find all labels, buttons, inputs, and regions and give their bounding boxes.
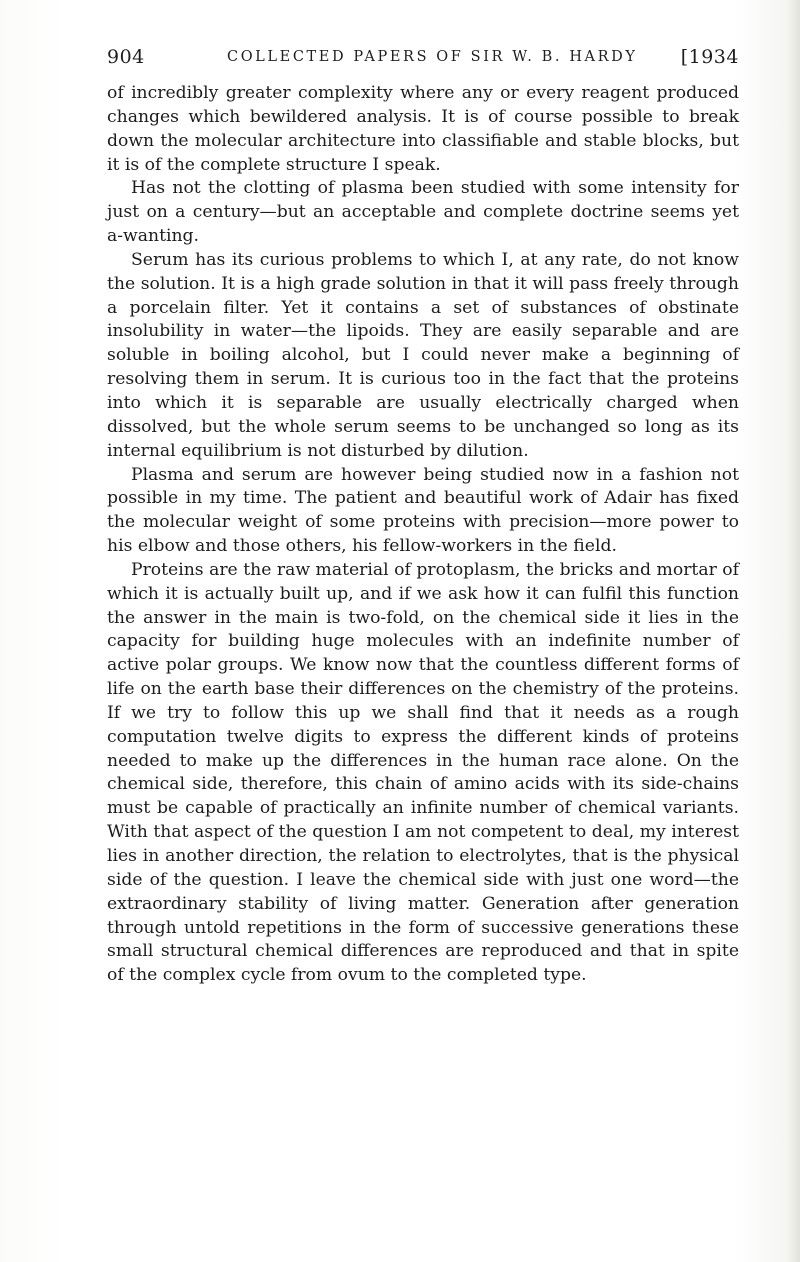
body-text (107, 82, 739, 988)
page-edge-shadow (786, 0, 800, 1262)
running-header (107, 46, 739, 74)
running-title: COLLECTED PAPERS OF SIR W. B. HARDY (227, 49, 638, 65)
paragraph-plasma-and-serum: Plasma and serum are however being studied now in a fashion not possible in my time. The patient and beautiful work of Adair has fixed the molecular weight of some proteins with precision—more power to his elbow and those others, his fellow-workers in the field. (107, 464, 739, 557)
paragraph-proteins: Proteins are the raw material of protoplasm, the bricks and mortar of which it is actually built up, and if we ask how it can fulfil this function the answer in the main is two-fold, on the chemical side it lies in the capacity for building huge molecules with an indefinite number of active polar groups. We know now that the countless different forms of life on the earth base their differences on the chemistry of the proteins. If we try to follow this up we shall find that it needs as a rough computation twelve digits to express the different kinds of proteins needed to make up the differences in the human race alone. On the chemical side, therefore, this chain of amino acids with its side-chains must be capable of practically an infinite number of chemical variants. With that aspect of the question I am not competent to deal, my interest lies in another direction, the relation to electrolytes, that is the physical side of the question. I leave the chemical side with just one word—the extraordinary stability of living matter. Generation after generation through untold repetitions in the form of successive generations these small structural chemical differences are reproduced and that in spite of the complex cycle from ovum to the completed type. (107, 559, 739, 986)
header-year: [1934 (680, 46, 739, 68)
paragraph-plasma-clotting: Has not the clotting of plasma been studied with some intensity for just on a century—but an acceptable and complete doctrine seems yet a-wanting. (107, 178, 739, 247)
paragraph-serum: Serum has its curious problems to which I, at any rate, do not know the solution. It is a high grade solution in that it will pass freely through a porcelain filter. Yet it contains a set of substances of obstinate insolubility in water—the lipoids. They are easily separable and are soluble in boiling alcohol, but I could never make a beginning of resolving them in serum. It is curious too in the fact that the proteins into which it is separable are usually electrically charged when dissolved, but the whole serum seems to be unchanged so long as its internal equilibrium is not disturbed by dilution. (107, 249, 739, 461)
page-number: 904 (107, 46, 145, 68)
paragraph-continuation: of incredibly greater complexity where any or every reagent produced changes which bewildered analysis. It is of course possible to break down the molecular architecture into classifiable and stable blocks, but it is of the complete structure I speak. (107, 83, 739, 175)
